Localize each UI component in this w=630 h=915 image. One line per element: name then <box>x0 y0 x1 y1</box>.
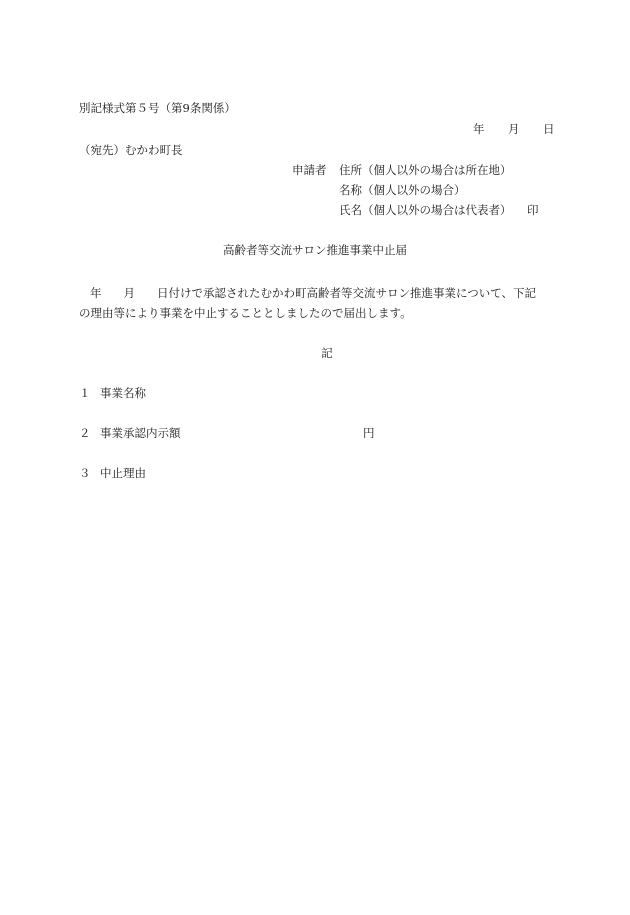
body-paragraph-line-1 <box>79 283 559 303</box>
item-label: 事業承認内示額 <box>100 426 181 440</box>
item-number: ２ <box>79 426 91 440</box>
item-label: 中止理由 <box>100 466 146 480</box>
applicant-address-label: 住所（個人以外の場合は所在地） <box>339 163 512 177</box>
date-month-label: 月 <box>508 122 520 136</box>
body-year-label: 年 <box>90 286 102 300</box>
item-number: １ <box>79 386 91 400</box>
document-title: 高齢者等交流サロン推進事業中止届 <box>223 243 407 257</box>
ki-heading: 記 <box>321 346 333 360</box>
applicant-label: 申請者 <box>292 163 327 177</box>
seal-mark: 印 <box>527 203 539 217</box>
form-number: 別記様式第５号（第9条関係） <box>79 101 236 115</box>
list-item <box>79 466 146 480</box>
item-label: 事業名称 <box>100 386 146 400</box>
applicant-name-label: 名称（個人以外の場合） <box>339 183 466 197</box>
body-text-rest: 日付けで承認されたむかわ町高齢者等交流サロン推進事業について、下記 <box>157 286 537 300</box>
applicant-person-label: 氏名（個人以外の場合は代表者） <box>339 203 512 217</box>
item-number: ３ <box>79 466 91 480</box>
date-line <box>470 122 560 136</box>
date-year-label: 年 <box>473 122 485 136</box>
body-paragraph-line-2: の理由等により事業を中止することとしましたので届出します。 <box>79 306 412 320</box>
addressee: （宛先）むかわ町長 <box>79 143 183 157</box>
date-day-label: 日 <box>543 122 555 136</box>
list-item <box>79 386 146 400</box>
list-item <box>79 426 181 440</box>
amount-unit-label: 円 <box>363 426 375 440</box>
body-month-label: 月 <box>123 286 135 300</box>
